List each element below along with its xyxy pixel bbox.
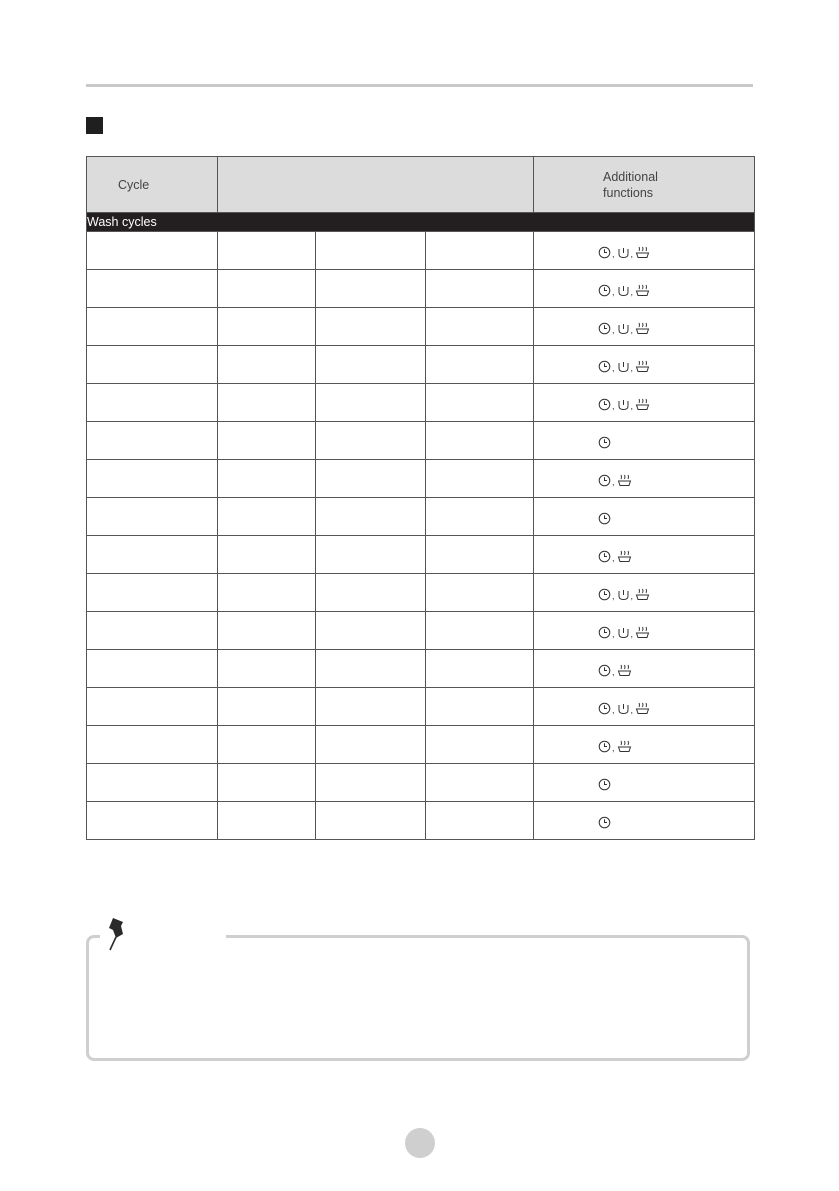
table-cell (426, 460, 534, 498)
table-cell (426, 384, 534, 422)
table-cell (316, 574, 426, 612)
table-cell (218, 764, 316, 802)
timer-icon (598, 778, 611, 791)
separator: , (612, 324, 615, 335)
table-cell (316, 232, 426, 270)
function-icons (598, 623, 650, 639)
function-icons (598, 509, 611, 525)
table-cell (316, 650, 426, 688)
table-cell (426, 802, 534, 840)
table-cell (426, 346, 534, 384)
separator: , (630, 248, 634, 259)
timer-icon (598, 246, 611, 259)
table-cell (87, 726, 218, 764)
additional-functions-cell (534, 498, 755, 536)
function-icons (598, 319, 650, 335)
additional-functions-cell (534, 612, 755, 650)
table-cell (426, 574, 534, 612)
note-box (86, 935, 750, 1061)
function-icons (598, 357, 650, 373)
header-additional-line2: functions (603, 185, 654, 200)
table-cell (87, 308, 218, 346)
half-load-icon (617, 322, 630, 335)
table-cell (316, 460, 426, 498)
half-load-icon (617, 246, 630, 259)
table-cell (426, 536, 534, 574)
separator: , (612, 248, 615, 259)
table-row (87, 384, 755, 422)
extra-dry-icon (617, 664, 632, 677)
table-cell (218, 802, 316, 840)
table-cell (87, 764, 218, 802)
table-cell (316, 498, 426, 536)
table-cell (218, 650, 316, 688)
extra-dry-icon (635, 284, 650, 297)
pushpin-icon (104, 916, 130, 952)
table-header-row (87, 157, 755, 213)
table-cell (218, 308, 316, 346)
table-cell (426, 688, 534, 726)
timer-icon (598, 550, 611, 563)
extra-dry-icon (635, 246, 650, 259)
table-row (87, 498, 755, 536)
timer-icon (598, 816, 611, 829)
additional-functions-cell (534, 460, 755, 498)
table-row (87, 612, 755, 650)
section-band-row (87, 213, 755, 232)
table-cell (87, 650, 218, 688)
function-icons (598, 775, 611, 791)
table-cell (218, 460, 316, 498)
table-row (87, 270, 755, 308)
table-cell (87, 384, 218, 422)
table-cell (218, 612, 316, 650)
table-cell (316, 422, 426, 460)
function-icons (598, 585, 650, 601)
timer-icon (598, 702, 611, 715)
table-row (87, 422, 755, 460)
separator: , (630, 324, 634, 335)
separator: , (612, 704, 615, 715)
header-additional-functions (534, 157, 755, 213)
header-blank (218, 157, 534, 213)
additional-functions-cell (534, 764, 755, 802)
table-cell (316, 308, 426, 346)
additional-functions-cell (534, 536, 755, 574)
separator: , (630, 400, 634, 411)
extra-dry-icon (635, 702, 650, 715)
half-load-icon (617, 626, 630, 639)
table-cell (316, 764, 426, 802)
separator: , (630, 628, 634, 639)
table-cell (316, 612, 426, 650)
table-cell (87, 688, 218, 726)
table-cell (426, 422, 534, 460)
extra-dry-icon (635, 398, 650, 411)
separator: , (630, 590, 634, 601)
half-load-icon (617, 588, 630, 601)
table-row (87, 574, 755, 612)
function-icons (598, 547, 632, 563)
additional-functions-cell (534, 422, 755, 460)
table-cell (87, 232, 218, 270)
additional-functions-cell (534, 802, 755, 840)
table-row (87, 308, 755, 346)
timer-icon (598, 512, 611, 525)
function-icons (598, 661, 632, 677)
additional-functions-cell (534, 574, 755, 612)
table-cell (426, 232, 534, 270)
section-marker (86, 117, 103, 134)
additional-functions-cell (534, 232, 755, 270)
additional-functions-cell (534, 346, 755, 384)
table-row (87, 802, 755, 840)
table-cell (426, 270, 534, 308)
separator: , (612, 362, 615, 373)
separator: , (612, 628, 615, 639)
function-icons (598, 281, 650, 297)
timer-icon (598, 740, 611, 753)
table-cell (218, 270, 316, 308)
timer-icon (598, 284, 611, 297)
table-cell (426, 650, 534, 688)
wash-cycle-table (86, 156, 755, 840)
table-cell (218, 688, 316, 726)
table-cell (316, 270, 426, 308)
table-cell (87, 612, 218, 650)
table-cell (87, 460, 218, 498)
separator: , (612, 400, 615, 411)
separator: , (612, 286, 615, 297)
table-cell (316, 384, 426, 422)
table-row (87, 232, 755, 270)
table-cell (316, 726, 426, 764)
additional-functions-cell (534, 726, 755, 764)
timer-icon (598, 664, 611, 677)
table-cell (426, 764, 534, 802)
separator: , (630, 286, 634, 297)
table-cell (316, 688, 426, 726)
table-row (87, 650, 755, 688)
additional-functions-cell (534, 650, 755, 688)
additional-functions-cell (534, 308, 755, 346)
function-icons (598, 737, 632, 753)
half-load-icon (617, 360, 630, 373)
table-cell (218, 422, 316, 460)
table-row (87, 688, 755, 726)
separator: , (612, 666, 615, 677)
table-cell (218, 498, 316, 536)
table-cell (87, 346, 218, 384)
extra-dry-icon (617, 550, 632, 563)
table-cell (426, 308, 534, 346)
function-icons (598, 395, 650, 411)
separator: , (612, 742, 615, 753)
extra-dry-icon (617, 474, 632, 487)
table-cell (87, 536, 218, 574)
table-cell (218, 726, 316, 764)
table-cell (87, 422, 218, 460)
timer-icon (598, 360, 611, 373)
table-row (87, 536, 755, 574)
table-row (87, 764, 755, 802)
extra-dry-icon (635, 588, 650, 601)
top-rule (86, 84, 753, 87)
separator: , (612, 476, 615, 487)
half-load-icon (617, 702, 630, 715)
table-cell (87, 270, 218, 308)
table-cell (316, 346, 426, 384)
page-number-badge (405, 1128, 435, 1158)
half-load-icon (617, 284, 630, 297)
half-load-icon (617, 398, 630, 411)
additional-functions-cell (534, 270, 755, 308)
header-cycle: Cycle (87, 157, 218, 213)
table-cell (426, 498, 534, 536)
additional-functions-cell (534, 688, 755, 726)
function-icons (598, 699, 650, 715)
table-cell (316, 802, 426, 840)
timer-icon (598, 474, 611, 487)
function-icons (598, 433, 611, 449)
extra-dry-icon (635, 626, 650, 639)
additional-functions-cell (534, 384, 755, 422)
timer-icon (598, 588, 611, 601)
table-cell (87, 498, 218, 536)
extra-dry-icon (635, 360, 650, 373)
extra-dry-icon (617, 740, 632, 753)
extra-dry-icon (635, 322, 650, 335)
table-cell (87, 802, 218, 840)
function-icons (598, 813, 611, 829)
function-icons (598, 243, 650, 259)
timer-icon (598, 322, 611, 335)
table-row (87, 460, 755, 498)
table-cell (218, 346, 316, 384)
timer-icon (598, 626, 611, 639)
table-cell (426, 612, 534, 650)
table-cell (218, 536, 316, 574)
table-cell (426, 726, 534, 764)
table-cell (87, 574, 218, 612)
separator: , (612, 552, 615, 563)
separator: , (612, 590, 615, 601)
table-cell (218, 574, 316, 612)
table-row (87, 346, 755, 384)
header-additional-line1: Additional (603, 169, 658, 184)
separator: , (630, 704, 634, 715)
separator: , (630, 362, 634, 373)
table-cell (316, 536, 426, 574)
table-row (87, 726, 755, 764)
table-cell (218, 232, 316, 270)
timer-icon (598, 436, 611, 449)
section-band: Wash cycles (87, 213, 755, 232)
table-cell (218, 384, 316, 422)
timer-icon (598, 398, 611, 411)
function-icons (598, 471, 632, 487)
